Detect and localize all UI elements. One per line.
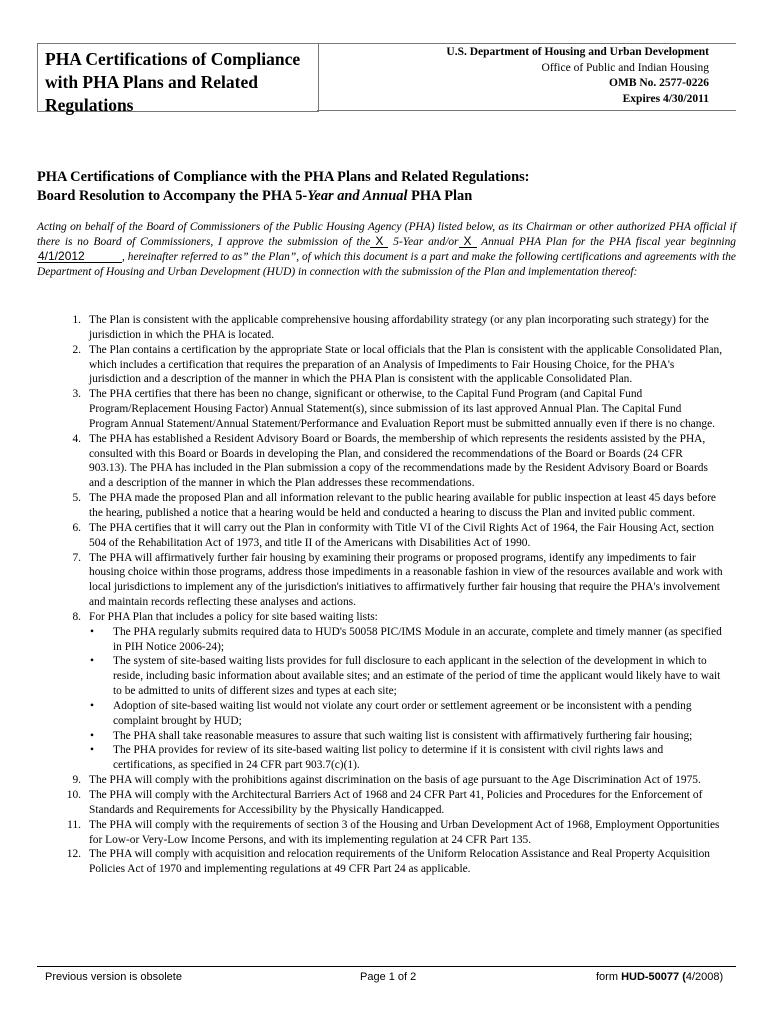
item-text: The Plan contains a certification by the appropriate State or local officials that the Plan is consistent with the applicable Consolidated Plan, which includes a certification that requires the preparation of an Analysis of Impediments to Fair Housing Choice, for the PHA's jurisdiction and a description of the manner in which the PHA Plan is consistent with the applicable Consolidated Plan. <box>89 343 723 386</box>
five-year-checkbox[interactable]: X <box>370 235 388 248</box>
list-item <box>37 313 723 343</box>
form-title: PHA Certifications of Compliance with PHA Plans and Related Regulations <box>45 49 301 115</box>
bullet-item: • The system of site-based waiting lists provides for full disclosure to each applicant in the selection of the development in which to reside, including basic information about available sites; and an estimate of the period of time the applicant would likely have to wait to be admitted to units of different sizes and types at each site; <box>89 654 723 699</box>
bullet-item: • The PHA shall take reasonable measures to assure that such waiting list is consistent with affirmatively furthering fair housing; <box>89 729 723 744</box>
title-part-end: PHA Plan <box>407 188 473 204</box>
item-number: 1. <box>72 314 81 326</box>
item-text: For PHA Plan that includes a policy for site based waiting lists: <box>89 610 378 623</box>
agency-block <box>317 45 709 109</box>
fiscal-year-date-field[interactable]: 4/1/2012 <box>37 250 122 263</box>
item-text: The PHA certifies that it will carry out the Plan in conformity with Title VI of the Civil Rights Act of 1964, the Fair Housing Act, section 504 of the Rehabilitation Act of 1973, and title II of the Americans with Disabilities Act of 1990. <box>89 521 714 549</box>
item-text: The PHA will comply with the requirements of section 3 of the Housing and Urban Development Act of 1968, Employment Opportunities for Low-or Very-Low Income Persons, and with its implementing regulation at 24 CFR Part 135. <box>89 818 720 846</box>
document-title-line1: PHA Certifications of Compliance with the PHA Plans and Related Regulations: <box>37 169 530 185</box>
list-item <box>37 387 723 432</box>
form-prefix: form <box>596 971 622 983</box>
agency-name: U.S. Department of Housing and Urban Development <box>446 46 709 58</box>
list-item <box>37 491 723 521</box>
item-text: The PHA will comply with the Architectural Barriers Act of 1968 and 24 CFR Part 41, Policies and Procedures for the Enforcement of Standards and Requirements for Accessibility by the Physically Handicapped. <box>89 789 703 816</box>
item-number: 11. <box>67 818 81 831</box>
office-name: Office of Public and Indian Housing <box>541 61 709 74</box>
header-rule-top <box>317 43 736 44</box>
form-date: 4/2008) <box>685 971 724 983</box>
list-item <box>37 432 723 491</box>
title-italic-part: Year and Annual <box>307 188 408 204</box>
list-item <box>37 610 723 773</box>
document-title <box>37 168 737 206</box>
item-number: 7. <box>72 551 81 564</box>
item-number: 6. <box>72 521 81 534</box>
list-item <box>37 788 723 818</box>
item-text: The PHA has established a Resident Advisory Board or Boards, the membership of which represents the residents assisted by the PHA, consulted with this Board or Boards in developing the Plan, and considered the recommendations of the Board or Boards (24 CFR 903.13). The PHA has included in the Plan submission a copy of the recommendations made by the Resident Advisory Board or Boards and a description of the manner in which the Plan addresses these recommendations. <box>89 432 708 490</box>
bullet-item: • The PHA provides for review of its site-based waiting list policy to determine if it is consistent with civil rights laws and certifications, as specified in 24 CFR part 903.7(c)(1). <box>89 743 723 773</box>
item-number: 8. <box>72 610 81 623</box>
form-id: HUD-50077 ( <box>621 971 686 983</box>
item-text: The PHA will comply with acquisition and relocation requirements of the Uniform Relocation Assistance and Real Property Acquisition Policies Act of 1970 and implementing regulations at 49 CFR Part 24 as applicable. <box>89 848 710 876</box>
item-number: 12. <box>66 848 81 861</box>
list-item <box>37 818 723 848</box>
item-number: 2. <box>72 343 81 356</box>
title-part: Board Resolution to Accompany the PHA 5- <box>37 188 308 204</box>
intro-text-2: 5-Year and/or <box>388 236 459 249</box>
page-number: Page 1 of 2 <box>360 971 417 983</box>
document-title-line2 <box>37 187 737 206</box>
form-title-box <box>37 43 319 115</box>
list-item <box>37 847 723 877</box>
item-number: 9. <box>72 774 81 787</box>
bullet-item: • Adoption of site-based waiting list would not violate any court order or settlement agreement or be inconsistent with a pending complaint brought by HUD; <box>89 699 723 729</box>
list-item <box>37 343 723 388</box>
item-number: 10. <box>66 789 81 801</box>
footer-rule <box>37 966 736 967</box>
intro-text-3: Annual PHA Plan for the PHA fiscal year beginning <box>476 236 736 249</box>
expiration-date: Expires 4/30/2011 <box>622 92 709 105</box>
form-number <box>596 971 723 983</box>
item-text: The PHA will affirmatively further fair housing by examining their programs or proposed programs, identify any impediments to fair housing choice within those programs, address those impediments in a reasonable fashion in view of the resources available and work with local jurisdictions to implement any of the jurisdiction's initiatives to affirmatively further fair housing that require the PHA's involvement and maintain records reflecting these analyses and actions. <box>89 551 723 609</box>
bullet-item: • The PHA regularly submits required data to HUD's 50058 PIC/IMS Module in an accurate, complete and timely manner (as specified in PIH Notice 2006-24); <box>89 625 723 655</box>
intro-text-1: Acting on behalf of the Board of Commissioners of the Public Housing Agency (PHA) listed below, as its Chairman or other authorized PHA official if there is no Board of Commissioners, I approve the submission of the <box>37 221 736 249</box>
site-based-waiting-list-bullets <box>89 625 723 773</box>
item-text: The Plan is consistent with the applicable comprehensive housing affordability strategy (or any plan incorporating such strategy) for the jurisdiction in which the PHA is located. <box>89 314 709 341</box>
item-text: The PHA certifies that there has been no change, significant or otherwise, to the Capital Fund Program (and Capital Fund Program/Replacement Housing Factor) Annual Statement(s), since submission of its last approved Annual Plan. The Capital Fund Program Annual Statement/Annual Statement/Performance and Evaluation Report must be submitted annually even if there is no change. <box>89 388 716 430</box>
intro-text-4: , hereinafter referred to as” the Plan”, of which this document is a part and make the following certifications and agreements with the Department of Housing and Urban Development (HUD) in connection with the submission of the Plan and implementation thereof: <box>37 251 736 279</box>
certification-list <box>37 313 723 877</box>
footer-obsolete-note: Previous version is obsolete <box>45 971 182 983</box>
item-number: 3. <box>72 388 81 401</box>
item-number: 5. <box>72 492 81 505</box>
item-text: The PHA will comply with the prohibitions against discrimination on the basis of age pursuant to the Age Discrimination Act of 1975. <box>89 774 701 787</box>
annual-checkbox[interactable]: X <box>459 235 477 248</box>
list-item <box>37 551 723 610</box>
list-item <box>37 521 723 551</box>
intro-paragraph <box>37 220 736 280</box>
item-number: 4. <box>72 432 81 445</box>
header-rule-bottom <box>317 110 736 111</box>
list-item <box>37 773 723 788</box>
item-text: The PHA made the proposed Plan and all information relevant to the public hearing available for public inspection at least 45 days before the hearing, published a notice that a hearing would be held and conducted a hearing to discuss the Plan and invited public comment. <box>89 492 716 519</box>
omb-number: OMB No. 2577-0226 <box>609 77 709 89</box>
